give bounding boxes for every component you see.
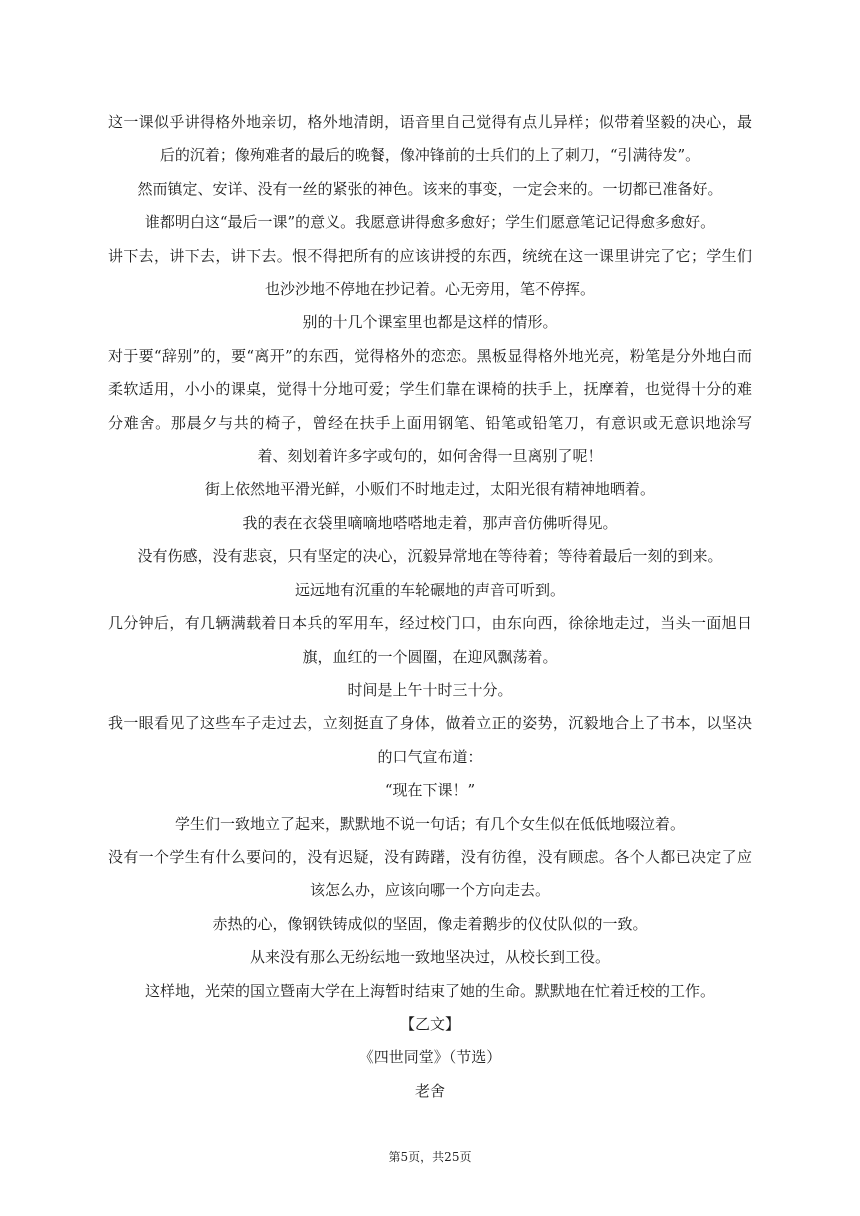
paragraph-9: 没有伤感，没有悲哀，只有坚定的决心，沉毅异常地在等待着；等待着最后一刻的到来。 (137, 547, 723, 566)
paragraph-16: 没有一个学生有什么要问的，没有迟疑，没有踌躇，没有彷徨，没有顾虑。各个人都已决定了应该怎么办，应该向哪一个方向走去。 (108, 847, 752, 900)
paragraph-14: “现在下课！” (384, 781, 476, 800)
paragraph-10: 远远地有沉重的车轮碾地的声音可听到。 (294, 580, 565, 599)
paragraph-5: 别的十几个课室里也都是这样的情形。 (302, 313, 558, 332)
paragraph-15: 学生们一致地立了起来，默默地不说一句话；有几个女生似在低低地啜泣着。 (174, 814, 685, 833)
document-body (108, 106, 752, 1108)
paragraph-4: 讲下去，讲下去，讲下去。恨不得把所有的应该讲授的东西，统统在这一课里讲完了它；学生们也沙沙地不停地在抄记着。心无旁用，笔不停挥。 (108, 246, 752, 299)
paragraph-19: 这样地，光荣的国立暨南大学在上海暂时结束了她的生命。默默地在忙着迁校的工作。 (144, 981, 715, 1000)
excerpt-title: 《四世同堂》（节选） (358, 1048, 502, 1067)
paragraph-12: 时间是上午十时三十分。 (347, 680, 513, 699)
paragraph-7: 街上依然地平滑光鲜，小贩们不时地走过，太阳光很有精神地晒着。 (204, 480, 655, 499)
paragraph-1: 这一课似乎讲得格外地亲切，格外地清朗，语音里自己觉得有点儿异样；似带着坚毅的决心，最后的沉着；像殉难者的最后的晚餐，像冲锋前的士兵们的上了刺刀，“引满待发”。 (108, 113, 752, 165)
paragraph-3: 谁都明白这“最后一课”的意义。我愿意讲得愈多愈好；学生们愿意笔记记得愈多愈好。 (144, 213, 716, 232)
paragraph-18: 从来没有那么无纷纭地一致地坚决过，从校长到工役。 (249, 948, 610, 967)
paragraph-11: 几分钟后，有几辆满载着日本兵的军用车，经过校门口，由东向西，徐徐地走过，当头一面旭日旗，血红的一个圆圈，在迎风飘荡着。 (108, 614, 752, 666)
paragraph-6: 对于要“辞别”的，要“离开”的东西，觉得格外的恋恋。黑板显得格外地光亮，粉笔是分外地白而柔软适用，小小的课桌，觉得十分地可爱；学生们靠在课椅的扶手上，抚摩着，也觉得十分的难分难舍。那晨夕与共的椅子，曾经在扶手上面用钢笔、铅笔或铅笔刀，有意识或无意识地涂写着、刻划着许多字或句的，如何舍得一旦离别了呢！ (108, 346, 752, 466)
page-footer: 第5页，共25页 (388, 1150, 472, 1164)
paragraph-17: 赤热的心，像钢铁铸成似的坚固，像走着鹅步的仪仗队似的一致。 (212, 914, 648, 933)
paragraph-8: 我的表在衣袋里嘀嘀地嗒嗒地走着，那声音仿佛听得见。 (242, 513, 618, 532)
paragraph-2: 然而镇定、安详、没有一丝的紧张的神色。该来的事变，一定会来的。一切都已准备好。 (137, 179, 723, 198)
section-heading: 【乙文】 (399, 1014, 460, 1033)
excerpt-author: 老舍 (414, 1081, 445, 1100)
paragraph-13: 我一眼看见了这些车子走过去，立刻挺直了身体，做着立正的姿势，沉毅地合上了书本，以坚决的口气宣布道： (108, 714, 752, 766)
